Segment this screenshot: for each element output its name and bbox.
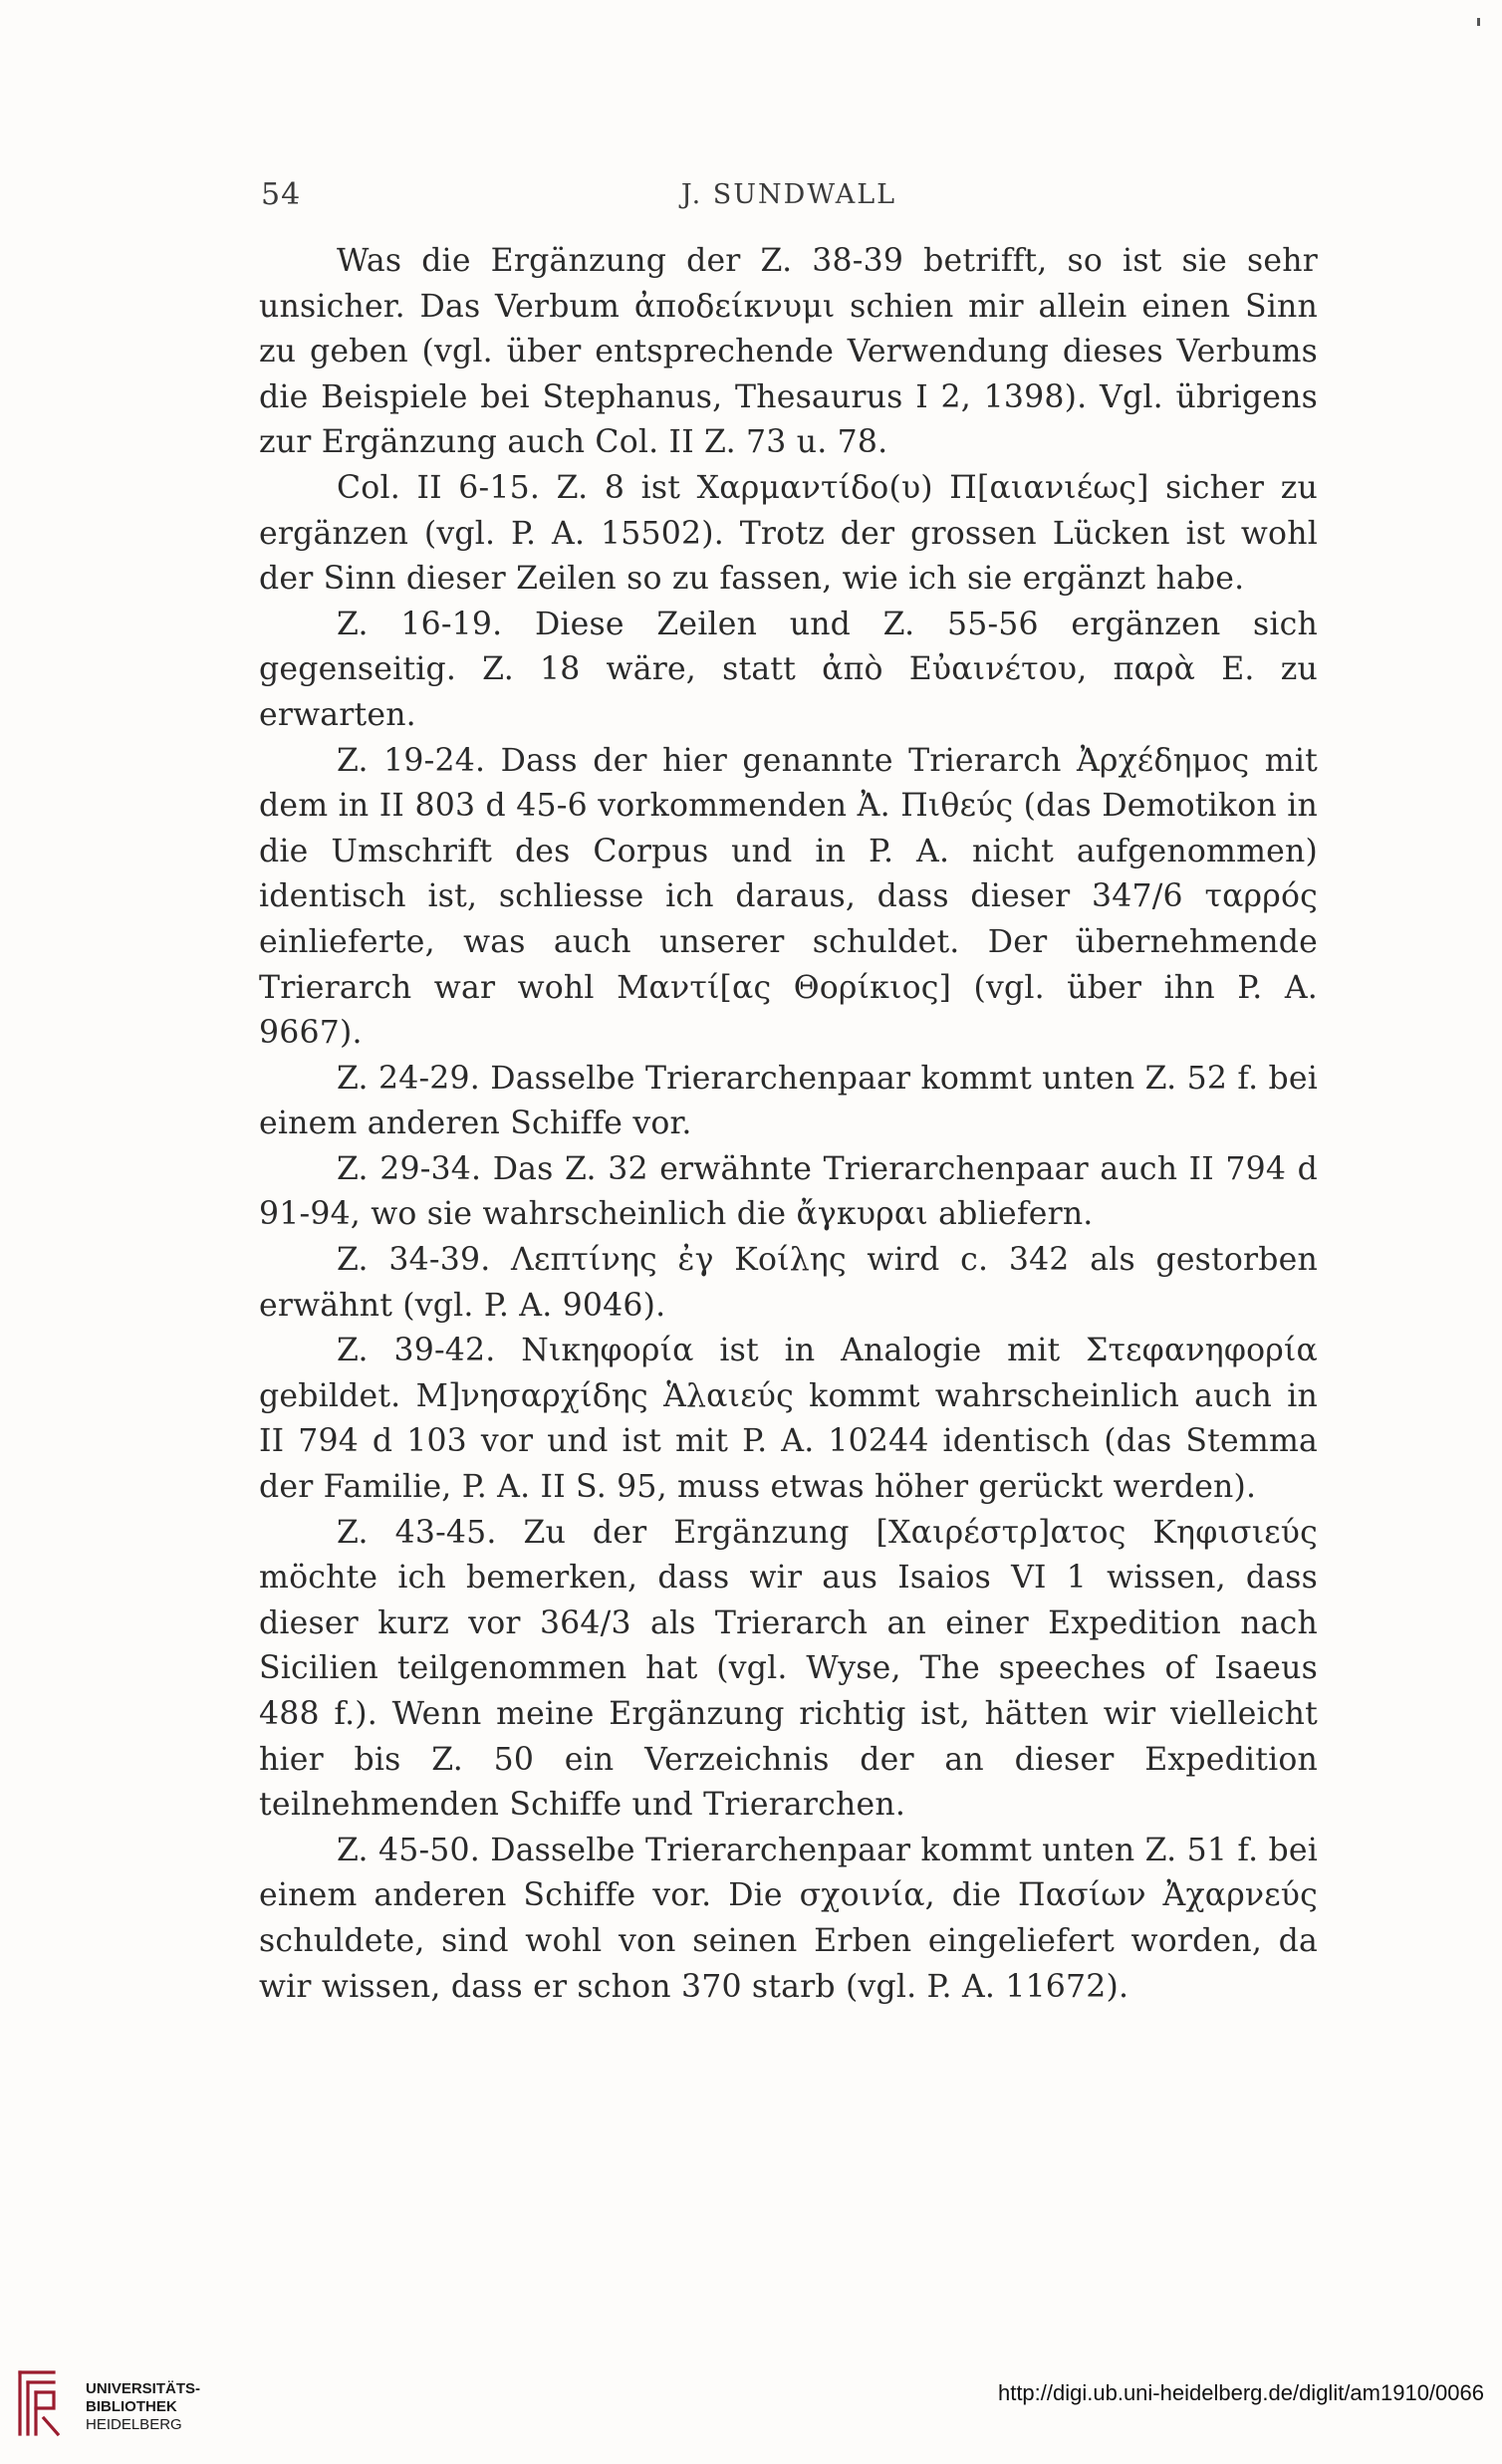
paragraph-10: Z. 45-50. Dasselbe Trierarchenpaar kommt unten Z. 51 f. bei einem anderen Schiffe vor. Die σχοινία, die Πασίων Ἀχαρνεύς schuldete, sind wohl von seinen Erben eingeliefert worden, da wir wissen, dass er schon 370 starb (vgl. P. A. 11672). — [259, 1832, 1318, 2005]
paragraph-5: Z. 24-29. Dasselbe Trierarchenpaar kommt unten Z. 52 f. bei einem anderen Schiffe vor. — [259, 1060, 1318, 1142]
library-name-line-1: UNIVERSITÄTS- — [86, 2380, 201, 2397]
paragraph-1: Was die Ergänzung der Z. 38-39 betrifft, so ist sie sehr unsicher. Das Verbum ἀποδείκνυμι schien mir allein einen Sinn zu geben (vgl. über entsprechende Verwendung dieses Verbums die Beispiele bei Stephanus, Thesaurus I 2, 1398). Vgl. übrigens zur Ergänzung auch Col. II Z. 73 u. 78. — [259, 243, 1318, 461]
paragraph-6: Z. 29-34. Das Z. 32 erwähnte Trierarchenpaar auch II 794 d 91-94, wo sie wahrscheinlich die ἄγκυραι abliefern. — [259, 1150, 1318, 1233]
running-head-author: J. SUNDWALL — [680, 179, 897, 210]
digitization-footer — [0, 2350, 1502, 2464]
university-library-logo-icon[interactable] — [16, 2364, 62, 2440]
library-name-line-2: BIBLIOTHEK — [86, 2398, 177, 2415]
paragraph-3: Z. 16-19. Diese Zeilen und Z. 55-56 ergänzen sich gegenseitig. Z. 18 wäre, statt ἀπὸ Εὐαινέτου, παρὰ Ε. zu erwarten. — [259, 606, 1318, 733]
library-name-line-3: HEIDELBERG — [86, 2416, 182, 2433]
paragraph-9: Z. 43-45. Zu der Ergänzung [Χαιρέστρ]ατος Κηφισιεύς möchte ich bemerken, dass wir aus Isaios VI 1 wissen, dass dieser kurz vor 364/3 als Trierarch an einer Expedition nach Sicilien teilgenommen hat (vgl. Wyse, The speeches of Isaeus 488 f.). Wenn meine Ergänzung richtig ist, hätten wir vielleicht hier bis Z. 50 ein Verzeichnis der an dieser Expedition teilnehmenden Schiffe und Trierarchen. — [259, 1514, 1318, 1824]
paragraph-2: Col. II 6-15. Z. 8 ist Χαρμαντίδο(υ) Π[αιανιέως] sicher zu ergänzen (vgl. P. A. 15502). Trotz der grossen Lücken ist wohl der Sinn dieser Zeilen so zu fassen, wie ich sie ergänzt habe. — [259, 469, 1318, 598]
running-head — [261, 177, 1317, 217]
paragraph-8: Z. 39-42. Νικηφορία ist in Analogie mit Στεφανηφορία gebildet. Μ]νησαρχίδης Ἁλαιεύς kommt wahrscheinlich auch in II 794 d 103 vor und ist mit P. A. 10244 identisch (das Stemma der Familie, P. A. II S. 95, muss etwas höher gerückt werden). — [259, 1333, 1318, 1506]
library-name — [86, 2380, 200, 2434]
source-url-link[interactable]: http://digi.ub.uni-heidelberg.de/diglit/am1910/0066 — [997, 2380, 1484, 2405]
scan-edge-mark — [1477, 18, 1480, 26]
body-text — [259, 239, 1318, 2010]
paragraph-7: Z. 34-39. Λεπτίνης ἐγ Κοίλης wird c. 342 als gestorben erwähnt (vgl. P. A. 9046). — [259, 1242, 1318, 1324]
page-number: 54 — [261, 177, 302, 212]
paragraph-4: Z. 19-24. Dass der hier genannte Trierarch Ἀρχέδημος mit dem in II 803 d 45-6 vorkommenden Ἀ. Πιθεύς (das Demotikon in die Umschrift des Corpus und in P. A. nicht aufgenommen) identisch ist, schliesse ich daraus, dass dieser 347/6 ταρρός einlieferte, was auch unserer schuldet. Der übernehmende Trierarch war wohl Μαντί[ας Θορίκιος] (vgl. über ihn P. A. 9667). — [259, 742, 1318, 1052]
